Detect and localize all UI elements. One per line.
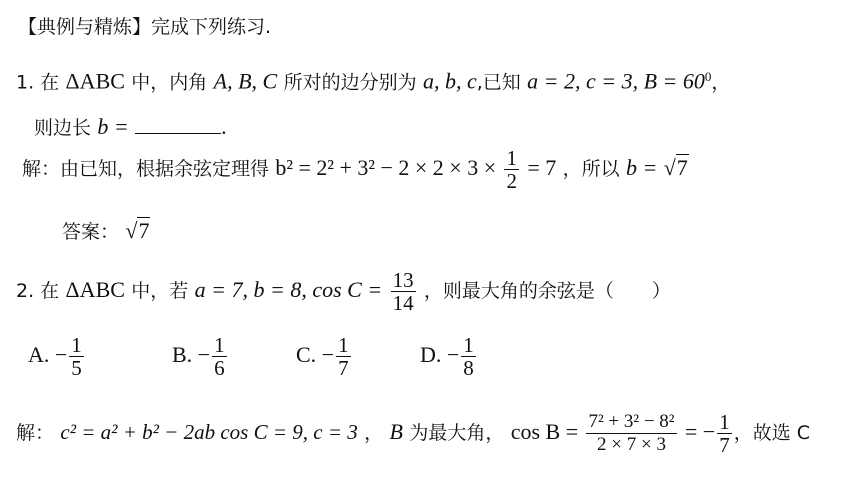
solution-2-text: 为最大角， bbox=[409, 422, 505, 444]
fraction-denominator: 2 bbox=[506, 169, 517, 193]
answer-blank bbox=[135, 115, 221, 134]
solution-b: b = bbox=[625, 155, 658, 180]
problem-1-solution bbox=[22, 146, 689, 192]
solution-2-comma: ， bbox=[364, 422, 384, 444]
option-b-fraction: $\frac{1}{6}$ bbox=[214, 333, 225, 380]
problem-1-text: 中，内角 bbox=[131, 71, 208, 94]
problem-1-comma: ， bbox=[711, 71, 731, 94]
option-d-fraction: $\frac{1}{8}$ bbox=[463, 333, 474, 380]
degree-superscript: 0 bbox=[704, 69, 712, 84]
option-b-label: B. − bbox=[172, 342, 211, 367]
option-d[interactable] bbox=[420, 330, 478, 380]
problem-2-statement bbox=[16, 266, 671, 315]
solution-2-fraction: $\frac{\text{7² + 3² − 8²}}{2 \times 7 \times 3}$ bbox=[588, 411, 675, 455]
solution-2-equals: = − bbox=[684, 419, 716, 444]
option-c[interactable] bbox=[296, 330, 353, 380]
solution-2-equation: c² = a² + b² − 2ab cos C = 9, c = 3 bbox=[60, 420, 358, 444]
triangle-label-2: ΔABC bbox=[65, 277, 125, 302]
answer-sqrt-seven: √7 bbox=[125, 218, 150, 243]
option-b[interactable] bbox=[172, 330, 229, 380]
fraction-13-14 bbox=[391, 269, 416, 314]
triangle-label: ΔABC bbox=[65, 68, 125, 94]
solution-2-prefix: 解： bbox=[16, 422, 55, 444]
fraction-one-half bbox=[504, 147, 519, 192]
question-var: b = bbox=[97, 114, 129, 139]
fraction-numerator: 13 bbox=[392, 268, 414, 292]
problem-1-text-3: ,已知 bbox=[476, 71, 521, 94]
question-prefix: 则边长 bbox=[34, 117, 92, 139]
given-conditions: a = 2, c = 3, B = 60 bbox=[527, 68, 705, 94]
solution-equation: b² = 2² + 3² − 2 × 2 × 3 × bbox=[275, 155, 497, 180]
solution-2-conclusion: ，故选 C bbox=[733, 422, 810, 444]
answer-label: 答案： bbox=[62, 221, 120, 243]
option-a-label: A. − bbox=[28, 342, 68, 367]
angles-label: A, B, C bbox=[213, 68, 278, 94]
problem-2-conditions: a = 7, b = 8, cos C = bbox=[194, 277, 383, 302]
question-period: . bbox=[221, 114, 227, 139]
problem-1-answer bbox=[62, 218, 150, 245]
option-d-label: D. − bbox=[420, 342, 460, 367]
solution-2-B: B bbox=[389, 419, 403, 444]
problem-1-prefix: 1. 在 bbox=[16, 71, 60, 94]
problem-2-text: 中，若 bbox=[131, 280, 189, 302]
option-a-fraction: $\frac{1}{5}$ bbox=[71, 333, 82, 380]
option-c-fraction: $\frac{1}{7}$ bbox=[338, 333, 349, 380]
option-a[interactable] bbox=[28, 330, 86, 380]
solution-prefix: 解：由已知，根据余弦定理得 bbox=[22, 158, 270, 180]
solution-2-cos: cos B = bbox=[510, 419, 579, 444]
fraction-numerator: 1 bbox=[506, 146, 517, 170]
fraction-denominator: 14 bbox=[392, 291, 414, 315]
problem-2-prefix: 2. 在 bbox=[16, 280, 60, 302]
problem-2-solution bbox=[16, 406, 810, 459]
solution-2-result-fraction: $\frac{1}{7}$ bbox=[719, 410, 730, 457]
problem-1-text-2: 所对的边分别为 bbox=[283, 71, 417, 94]
problem-1-question bbox=[34, 114, 227, 141]
sides-label: a, b, c bbox=[422, 68, 477, 94]
section-header: 【典例与精炼】完成下列练习. bbox=[18, 16, 272, 38]
solution-therefore: ，所以 bbox=[562, 158, 620, 180]
sqrt-seven: √7 bbox=[663, 155, 688, 180]
option-c-label: C. − bbox=[296, 342, 335, 367]
problem-2-question: ，则最大角的余弦是（ ） bbox=[423, 280, 671, 302]
solution-result: = 7 bbox=[527, 155, 557, 180]
problem-1-statement bbox=[16, 64, 730, 96]
